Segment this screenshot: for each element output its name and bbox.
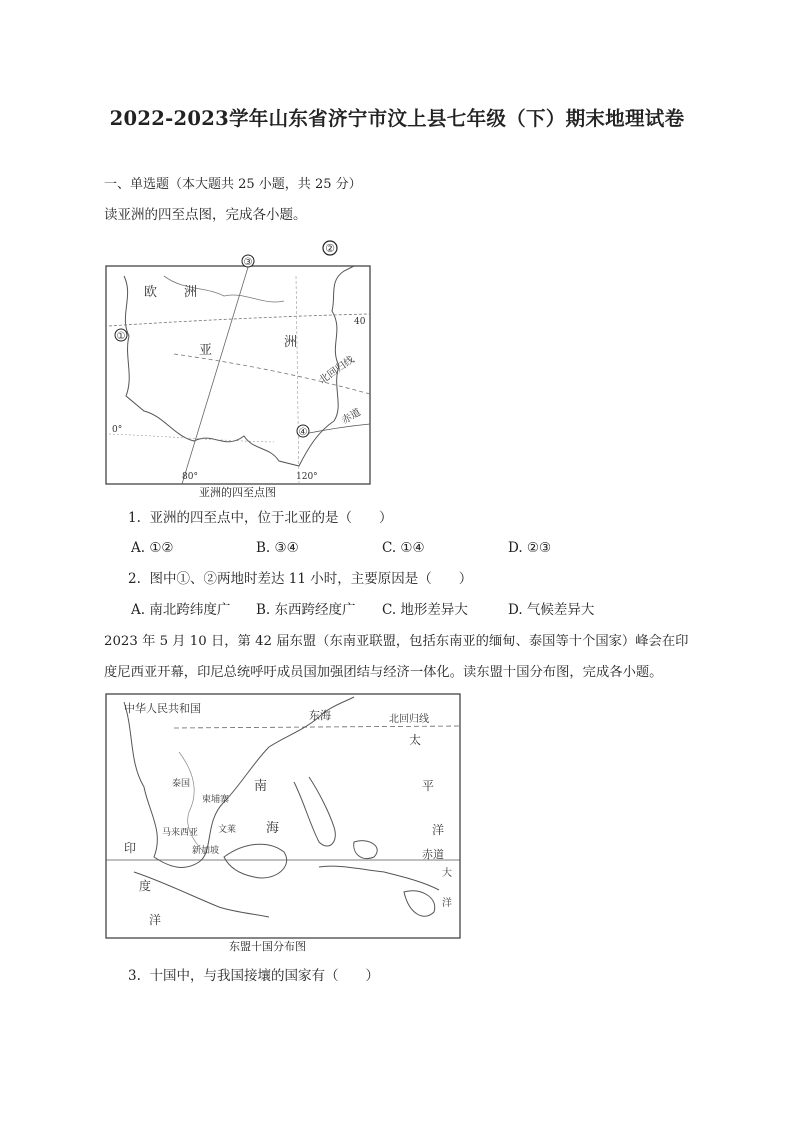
point-1-label: ①: [116, 331, 126, 342]
q2-option-b[interactable]: B. 东西跨经度广: [256, 602, 356, 618]
thailand-label: 泰国: [172, 779, 191, 789]
q1-option-a[interactable]: A. ①②: [131, 540, 174, 556]
q1-option-b[interactable]: B. ③④: [256, 540, 299, 556]
south-sea-label-2: 海: [266, 821, 280, 836]
point-3-label: ③: [243, 257, 253, 268]
point-4-label: ④: [298, 427, 308, 438]
q1-option-d[interactable]: D. ②③: [508, 540, 552, 556]
asia-label-2: 洲: [284, 335, 298, 350]
section-heading: 一、单选题（本大题共 25 小题，共 25 分）: [104, 177, 362, 192]
europe-label-1: 欧: [144, 285, 158, 300]
pacific-label-2: 平: [422, 779, 435, 793]
east-sea-label: 东海: [309, 709, 331, 722]
asia-label-1: 亚: [199, 343, 213, 358]
oceania-label-1: 大: [442, 868, 452, 879]
point-2-label: ②: [325, 242, 335, 255]
q1-option-c[interactable]: C. ①④: [382, 540, 425, 556]
question-1-number: 1.: [128, 510, 141, 526]
equator-label-2: 赤道: [422, 848, 444, 861]
asean-paragraph-line-2: 度尼西亚开幕，印尼总统呼吁成员国加强团结与经济一体化。读东盟十国分布图，完成各小题。: [104, 665, 663, 680]
south-sea-label-1: 南: [254, 779, 268, 794]
cambodia-label: 柬埔寨: [202, 795, 230, 805]
indian-ocean-label-3: 洋: [149, 913, 162, 927]
pacific-label-3: 洋: [432, 823, 445, 837]
question-1-text: 亚洲的四至点中，位于北亚的是（ ）: [149, 510, 393, 526]
asean-map-drawing: [104, 692, 462, 954]
question-2-text: 图中①、②两地时差达 11 小时，主要原因是（ ）: [149, 571, 473, 587]
question-3: [128, 966, 379, 986]
tropic-label-2: 北回归线: [389, 714, 429, 725]
question-1: [128, 508, 392, 528]
tropic-label: 北回归线: [317, 354, 357, 387]
asia-map-drawing: [104, 236, 374, 498]
indian-ocean-label-1: 印: [124, 841, 137, 855]
q2-option-d[interactable]: D. 气候差异大: [508, 602, 595, 618]
indian-ocean-label-2: 度: [139, 879, 152, 893]
map2-caption: 东盟十国分布图: [229, 940, 306, 953]
pacific-label-1: 太: [409, 733, 422, 747]
equator-label: 赤道: [340, 407, 363, 427]
question-2-number: 2.: [128, 571, 141, 587]
malaysia-label: 马来西亚: [162, 828, 199, 838]
asia-extreme-points-map: [104, 236, 374, 498]
reading-intro: 读亚洲的四至点图，完成各小题。: [104, 207, 307, 223]
brunei-label: 文莱: [218, 825, 237, 835]
q2-option-c[interactable]: C. 地形差异大: [382, 602, 468, 618]
asean-paragraph-line-1: 2023 年 5 月 10 日，第 42 届东盟（东南亚联盟，包括东南亚的缅甸、泰国等十个国家）峰会在印: [104, 634, 689, 649]
question-2: [128, 569, 472, 589]
lon-120-label: 120°: [296, 472, 318, 482]
singapore-label: 新加坡: [192, 846, 220, 856]
china-label: 中华人民共和国: [124, 702, 201, 715]
lon-80-label: 80°: [182, 472, 198, 482]
asean-countries-map: [104, 692, 462, 954]
question-3-text: 十国中，与我国接壤的国家有（ ）: [149, 968, 379, 984]
lat-0-label: 0°: [112, 425, 123, 435]
question-3-number: 3.: [128, 968, 141, 984]
oceania-label-2: 洋: [442, 898, 452, 909]
europe-label-2: 洲: [184, 285, 198, 300]
map1-caption: 亚洲的四至点图: [199, 486, 276, 499]
page-title: 2022-2023学年山东省济宁市汶上县七年级（下）期末地理试卷: [109, 107, 685, 130]
lat-40-label: 40: [354, 317, 366, 327]
q2-option-a[interactable]: A. 南北跨纬度广: [131, 602, 231, 618]
